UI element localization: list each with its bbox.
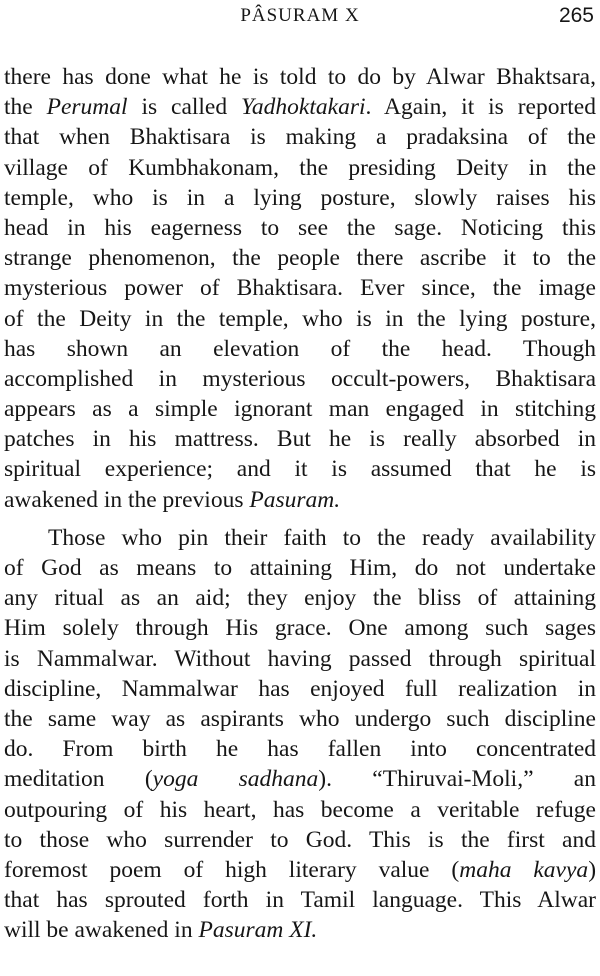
italic-text: yoga sadhana: [152, 766, 319, 793]
text-run: accomplished in mysterious occult-powers, Bhaktisara: [4, 365, 596, 392]
text-line: [4, 334, 596, 364]
text-run: strange phenomenon, the people there ascribe it to the: [4, 245, 596, 272]
text-run: mysterious power of Bhaktisara. Ever since, the image: [4, 275, 596, 302]
text-run: ). “Thiruvai-Moli,” an: [318, 766, 596, 793]
text-line: [4, 183, 596, 213]
page-number: 265: [558, 4, 594, 27]
text-line: [4, 92, 596, 122]
text-line: [4, 915, 596, 945]
text-line: [4, 523, 596, 553]
text-run: that has sprouted forth in Tamil language. This Alwar: [4, 887, 596, 914]
text-run: temple, who is in a lying posture, slowly raises his: [4, 184, 596, 211]
italic-text: Pasuram.: [249, 486, 341, 513]
text-run: do. From birth he has fallen into concentrated: [4, 736, 596, 763]
text-line: [4, 213, 596, 243]
paragraph-2: [4, 523, 596, 946]
text-line: [4, 485, 596, 515]
text-line: [4, 644, 596, 674]
text-run: to those who surrender to God. This is the first and: [4, 826, 596, 853]
paragraph-1: [4, 62, 596, 515]
text-run: patches in his mattress. But he is really absorbed in: [4, 426, 596, 453]
text-run: outpouring of his heart, has become a veritable refuge: [4, 796, 596, 823]
italic-text: Perumal: [46, 94, 128, 121]
text-run: appears as a simple ignorant man engaged in stitching: [4, 396, 596, 423]
text-run: discipline, Nammalwar has enjoyed full realization in: [4, 675, 596, 702]
text-run: the same way as aspirants who undergo such discipline: [4, 705, 596, 732]
text-line: [4, 704, 596, 734]
text-line: [4, 764, 596, 794]
page-header: [0, 2, 600, 32]
running-head: PÂSURAM X: [240, 5, 360, 26]
italic-text: maha kavya: [459, 856, 589, 883]
text-line: [4, 62, 596, 92]
text-run: Him solely through His grace. One among such sages: [4, 615, 596, 642]
text-run: that when Bhaktisara is making a pradaksina of the: [4, 124, 596, 151]
text-run: spiritual experience; and it is assumed that he is: [4, 456, 596, 483]
text-run: any ritual as an aid; they enjoy the bliss of attaining: [4, 585, 596, 612]
italic-text: Yadhoktakari: [241, 94, 366, 121]
text-line: [4, 885, 596, 915]
text-run: foremost poem of high literary value (: [4, 856, 460, 883]
text-run: village of Kumbhakonam, the presiding Deity in the: [4, 154, 596, 181]
text-line: [4, 153, 596, 183]
body-text: [4, 62, 596, 945]
text-line: [4, 304, 596, 334]
text-line: [4, 243, 596, 273]
text-line: [4, 364, 596, 394]
text-line: [4, 394, 596, 424]
text-run: head in his eagerness to see the sage. Noticing this: [4, 214, 596, 241]
text-run: is Nammalwar. Without having passed through spiritual: [4, 645, 596, 672]
text-line: [4, 454, 596, 484]
text-run: . Again, it is reported: [365, 94, 596, 121]
text-line: [4, 855, 596, 885]
text-line: [4, 825, 596, 855]
text-line: [4, 795, 596, 825]
text-run: the: [4, 94, 47, 121]
text-line: [4, 734, 596, 764]
text-line: [4, 122, 596, 152]
text-run: is called: [127, 94, 242, 121]
text-run: ): [588, 856, 597, 883]
text-run: there has done what he is told to do by Alwar Bhaktsara,: [4, 64, 596, 90]
text-run: Those who pin their faith to the ready availability: [48, 524, 596, 551]
text-run: will be awakened in: [4, 917, 199, 944]
text-line: [4, 613, 596, 643]
text-run: meditation (: [4, 766, 153, 793]
text-line: [4, 424, 596, 454]
text-line: [4, 273, 596, 303]
text-run: of the Deity in the temple, who is in the lying posture,: [4, 305, 596, 332]
text-run: has shown an elevation of the head. Though: [4, 335, 596, 362]
text-line: [4, 674, 596, 704]
italic-text: Pasuram XI.: [198, 917, 318, 944]
text-run: awakened in the previous: [4, 486, 250, 513]
text-line: [4, 583, 596, 613]
text-run: of God as means to attaining Him, do not undertake: [4, 555, 596, 581]
text-line: [4, 553, 596, 583]
